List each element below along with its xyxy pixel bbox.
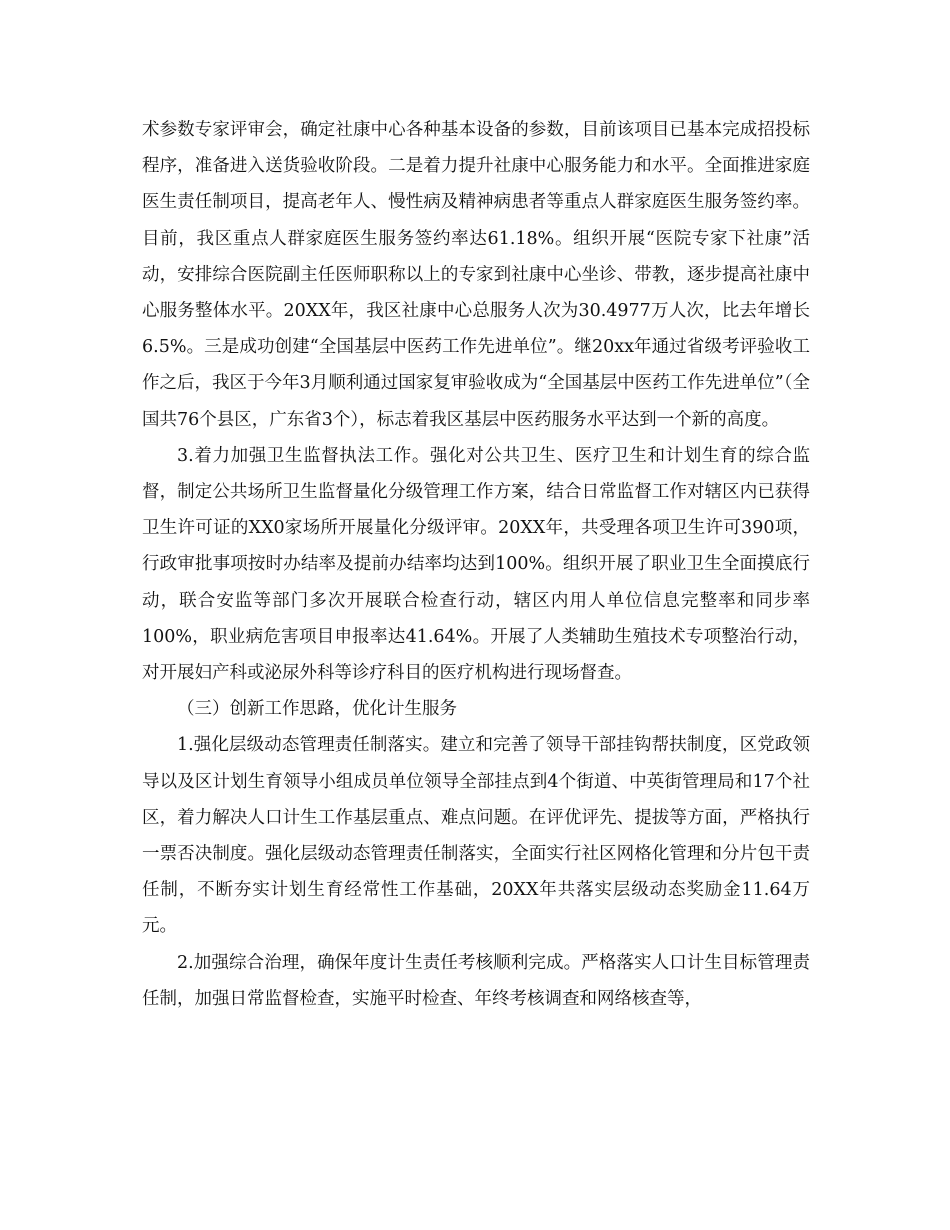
document-page xyxy=(142,112,810,1017)
section-heading: （三）创新工作思路，优化计生服务 xyxy=(177,699,457,720)
paragraph-3: 1.强化层级动态管理责任制落实。建立和完善了领导干部挂钩帮扶制度，区党政领导以及区计划生育领导小组成员单位领导全部挂点到4个街道、中英街管理局和17个社区，着力解决人口计生工作基层重点、难点问题。在评优评先、提拔等方面，严格执行一票否决制度。强化层级动态管理责任制落实，全面实行社区网格化管理和分片包干责任制，不断夯实计划生育经常性工作基础，20XX年共落实层级动态奖励金11.64万元。 xyxy=(142,735,810,937)
paragraph-4: 2.加强综合治理，确保年度计生责任考核顺利完成。严格落实人口计生目标管理责任制，加强日常监督检查，实施平时检查、年终考核调查和网络核查等， xyxy=(142,952,810,1009)
paragraph-2: 3.着力加强卫生监督执法工作。强化对公共卫生、医疗卫生和计划生育的综合监督，制定公共场所卫生监督量化分级管理工作方案，结合日常监督工作对辖区内已获得卫生许可证的XX0家场所开展量化分级评审。20XX年，共受理各项卫生许可390项，行政审批事项按时办结率及提前办结率均达到100%。组织开展了职业卫生全面摸底行动，联合安监等部门多次开展联合检查行动，辖区内用人单位信息完整率和同步率100%，职业病危害项目申报率达41.64%。开展了人类辅助生殖技术专项整治行动，对开展妇产科或泌尿外科等诊疗科目的医疗机构进行现场督查。 xyxy=(142,445,810,684)
paragraph-1: 术参数专家评审会，确定社康中心各种基本设备的参数，目前该项目已基本完成招投标程序，准备进入送货验收阶段。二是着力提升社康中心服务能力和水平。全面推进家庭医生责任制项目，提高老年人、慢性病及精神病患者等重点人群家庭医生服务签约率。目前，我区重点人群家庭医生服务签约率达61.18%。组织开展“医院专家下社康”活动，安排综合医院副主任医师职称以上的专家到社康中心坐诊、带教，逐步提高社康中心服务整体水平。20XX年，我区社康中心总服务人次为30.4977万人次，比去年增长6.5%。三是成功创建“全国基层中医药工作先进单位”。继20xx年通过省级考评验收工作之后，我区于今年3月顺利通过国家复审验收成为“全国基层中医药工作先进单位”（全国共76个县区，广东省3个），标志着我区基层中医药服务水平达到一个新的高度。 xyxy=(142,120,810,430)
